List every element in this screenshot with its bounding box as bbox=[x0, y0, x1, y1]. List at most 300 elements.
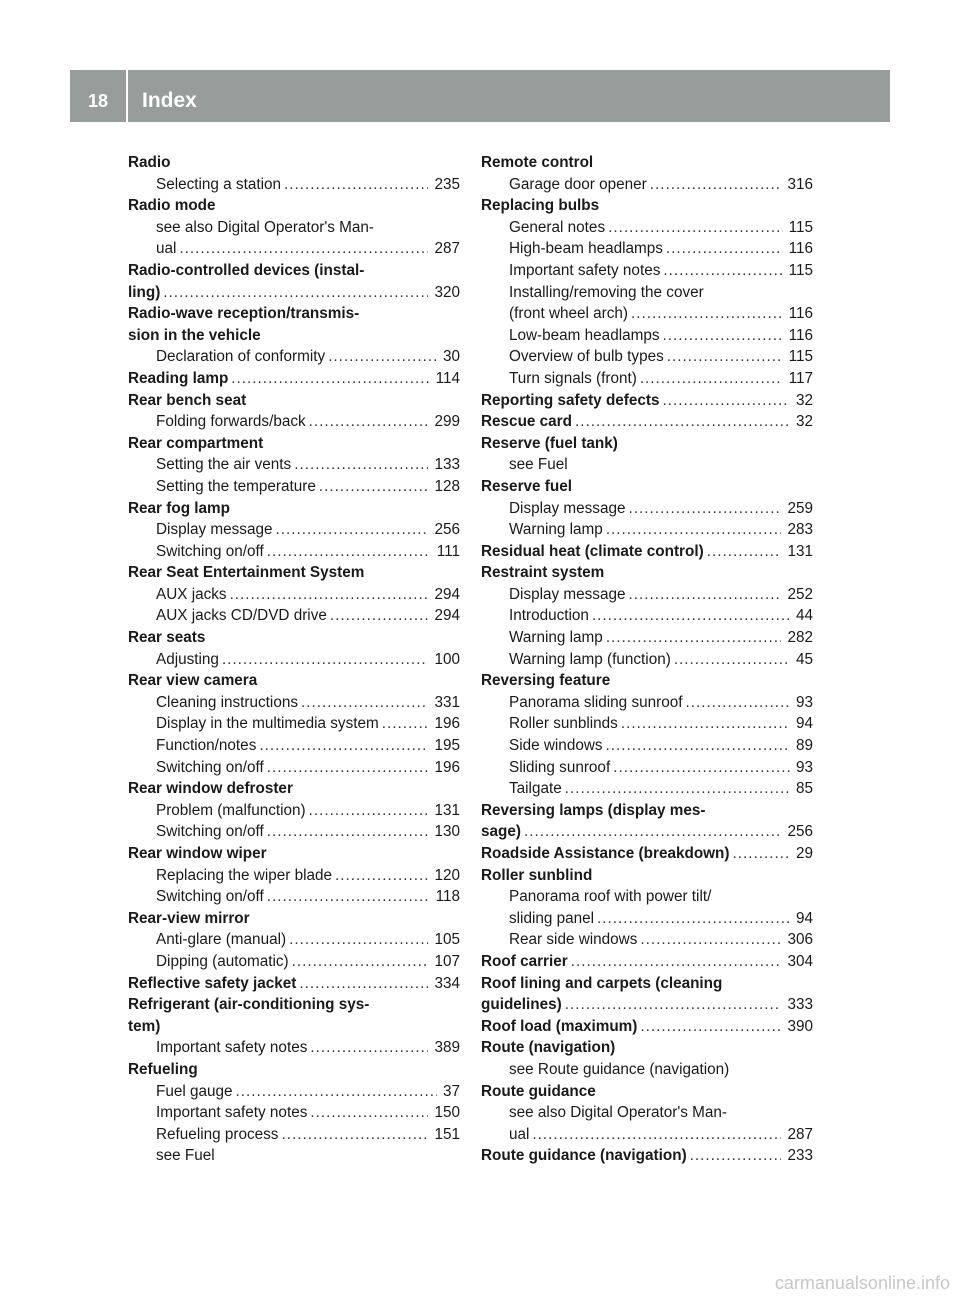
entry-text: (front wheel arch) bbox=[509, 305, 629, 323]
entry-text: Residual heat (climate control) bbox=[481, 542, 704, 560]
page-reference: 320 bbox=[434, 283, 460, 301]
index-subentry bbox=[481, 368, 813, 390]
index-entry bbox=[481, 562, 813, 584]
entry-text: Rear compartment bbox=[128, 434, 264, 452]
dot-leader bbox=[640, 1016, 781, 1038]
entry-text: Function/notes bbox=[156, 737, 257, 755]
index-subentry bbox=[481, 1124, 813, 1146]
dot-leader bbox=[230, 584, 429, 606]
page-reference: 32 bbox=[795, 391, 813, 409]
page-reference: 89 bbox=[795, 737, 813, 755]
page-reference: 128 bbox=[434, 477, 460, 495]
page-number: 18 bbox=[87, 91, 109, 111]
index-subentry bbox=[481, 757, 813, 779]
index-entry bbox=[481, 433, 813, 455]
page-reference: 282 bbox=[787, 629, 813, 647]
index-subentry bbox=[128, 1081, 460, 1103]
page-reference: 117 bbox=[788, 369, 813, 387]
entry-text: Refrigerant (air-conditioning sys- bbox=[128, 996, 370, 1014]
page-reference: 299 bbox=[434, 413, 460, 431]
entry-text: see also Digital Operator's Man- bbox=[509, 1104, 728, 1122]
entry-text: Switching on/off bbox=[156, 758, 264, 776]
dot-leader bbox=[319, 476, 429, 498]
entry-text: Switching on/off bbox=[156, 823, 264, 841]
index-entry bbox=[128, 778, 460, 800]
page-reference: 235 bbox=[434, 175, 460, 193]
index-column-right bbox=[481, 152, 813, 1167]
entry-text: General notes bbox=[509, 218, 606, 236]
header-divider bbox=[126, 70, 128, 122]
entry-text: Reversing feature bbox=[481, 672, 611, 690]
index-entry bbox=[128, 390, 460, 412]
entry-text: sage) bbox=[481, 823, 521, 841]
dot-leader bbox=[231, 368, 429, 390]
dot-leader bbox=[571, 951, 782, 973]
page-reference: 131 bbox=[434, 801, 460, 819]
entry-text: Roadside Assistance (breakdown) bbox=[481, 845, 730, 862]
entry-text: Folding forwards/back bbox=[156, 413, 306, 431]
index-subentry bbox=[481, 713, 813, 735]
index-entry bbox=[481, 152, 813, 174]
page-reference: 283 bbox=[787, 521, 813, 539]
page-reference: 116 bbox=[788, 305, 813, 323]
dot-leader bbox=[382, 713, 429, 735]
dot-leader bbox=[289, 929, 428, 951]
page-reference: 334 bbox=[434, 974, 460, 992]
index-entry bbox=[128, 498, 460, 520]
index-subentry bbox=[128, 605, 460, 627]
index-subentry bbox=[481, 1102, 813, 1124]
index-subentry bbox=[481, 1059, 813, 1081]
entry-text: see also Digital Operator's Man- bbox=[156, 218, 375, 236]
entry-text: Radio-controlled devices (instal- bbox=[128, 261, 365, 279]
dot-leader bbox=[690, 1145, 782, 1167]
dot-leader bbox=[608, 217, 783, 239]
index-entry bbox=[128, 260, 460, 282]
entry-text: Rear Seat Entertainment System bbox=[128, 564, 365, 582]
index-subentry bbox=[481, 735, 813, 757]
index-subentry bbox=[481, 649, 813, 671]
index-entry bbox=[481, 865, 813, 887]
dot-leader bbox=[335, 865, 428, 887]
index-entry bbox=[128, 994, 460, 1016]
entry-text: Panorama roof with power tilt/ bbox=[509, 888, 712, 906]
entry-text: Display message bbox=[509, 499, 626, 517]
page-reference: 133 bbox=[434, 456, 460, 474]
index-subentry bbox=[128, 541, 460, 563]
dot-leader bbox=[621, 713, 790, 735]
entry-text: ling) bbox=[128, 283, 161, 301]
entry-text: Reporting safety defects bbox=[481, 391, 660, 409]
index-entry bbox=[481, 541, 813, 563]
dot-leader bbox=[267, 821, 429, 843]
page-reference: 116 bbox=[788, 326, 813, 344]
entry-text: ual bbox=[509, 1125, 530, 1143]
dot-leader bbox=[294, 454, 428, 476]
page-reference: 105 bbox=[434, 931, 460, 949]
entry-text: Roof lining and carpets (cleaning bbox=[481, 974, 723, 992]
entry-text: Roof carrier bbox=[481, 952, 568, 970]
entry-text: Declaration of conformity bbox=[156, 348, 326, 366]
index-entry bbox=[481, 821, 813, 843]
entry-text: Selecting a station bbox=[156, 175, 282, 193]
index-subentry bbox=[481, 627, 813, 649]
entry-text: High-beam headlamps bbox=[509, 240, 663, 258]
dot-leader bbox=[328, 346, 437, 368]
entry-text: Radio bbox=[128, 154, 171, 171]
page-reference: 114 bbox=[435, 369, 460, 387]
page-reference: 107 bbox=[434, 952, 460, 970]
dot-leader bbox=[275, 519, 428, 541]
entry-text: Rear bench seat bbox=[128, 391, 247, 409]
index-subentry bbox=[481, 238, 813, 260]
dot-leader bbox=[685, 692, 790, 714]
dot-leader bbox=[640, 368, 783, 390]
entry-text: Reflective safety jacket bbox=[128, 974, 297, 992]
entry-text: Rear window wiper bbox=[128, 845, 267, 862]
index-entry bbox=[481, 1081, 813, 1103]
page-reference: 30 bbox=[442, 348, 460, 366]
entry-text: AUX jacks bbox=[156, 585, 227, 603]
dot-leader bbox=[330, 605, 429, 627]
index-entry bbox=[481, 951, 813, 973]
entry-text: Reserve fuel bbox=[481, 477, 572, 495]
dot-leader bbox=[179, 238, 428, 260]
index-entry bbox=[128, 670, 460, 692]
index-subentry bbox=[481, 929, 813, 951]
index-column-left bbox=[128, 152, 460, 1167]
entry-text: Route guidance bbox=[481, 1082, 596, 1100]
entry-text: Route guidance (navigation) bbox=[481, 1147, 687, 1165]
page-reference: 287 bbox=[787, 1125, 813, 1143]
dot-leader bbox=[674, 649, 790, 671]
index-entry bbox=[481, 843, 813, 865]
entry-text: Rear window defroster bbox=[128, 780, 293, 798]
page-reference: 44 bbox=[795, 607, 813, 625]
dot-leader bbox=[222, 649, 429, 671]
entry-text: Warning lamp bbox=[509, 629, 603, 647]
dot-leader bbox=[663, 260, 782, 282]
entry-text: see Fuel bbox=[156, 1147, 215, 1165]
index-subentry bbox=[481, 454, 813, 476]
index-entry bbox=[128, 843, 460, 865]
entry-text: Display message bbox=[156, 521, 273, 539]
index-entry bbox=[128, 562, 460, 584]
index-subentry bbox=[128, 174, 460, 196]
entry-text: Turn signals (front) bbox=[509, 369, 637, 387]
index-entry bbox=[128, 1016, 460, 1038]
entry-text: Route (navigation) bbox=[481, 1039, 616, 1057]
entry-text: Radio mode bbox=[128, 197, 216, 215]
index-subentry bbox=[128, 1124, 460, 1146]
dot-leader bbox=[281, 1124, 428, 1146]
page-reference: 233 bbox=[787, 1147, 813, 1165]
page-reference: 94 bbox=[795, 715, 813, 733]
entry-text: Display message bbox=[509, 585, 626, 603]
entry-text: Display in the multimedia system bbox=[156, 715, 379, 733]
page-reference: 256 bbox=[787, 823, 813, 841]
dot-leader bbox=[309, 411, 429, 433]
dot-leader bbox=[707, 541, 782, 563]
entry-text: Dipping (automatic) bbox=[156, 952, 289, 970]
dot-leader bbox=[310, 1102, 428, 1124]
entry-text: Reserve (fuel tank) bbox=[481, 434, 618, 452]
entry-text: Roller sunblind bbox=[481, 866, 593, 884]
index-entry bbox=[128, 195, 460, 217]
index-subentry bbox=[128, 411, 460, 433]
dot-leader bbox=[524, 821, 782, 843]
index-entry bbox=[128, 368, 460, 390]
entry-text: Refueling bbox=[128, 1060, 198, 1078]
dot-leader bbox=[663, 390, 790, 412]
entry-text: Problem (malfunction) bbox=[156, 801, 306, 819]
index-entry bbox=[128, 627, 460, 649]
index-subentry bbox=[128, 929, 460, 951]
dot-leader bbox=[597, 908, 790, 930]
index-subentry bbox=[128, 346, 460, 368]
dot-leader bbox=[606, 735, 790, 757]
dot-leader bbox=[667, 346, 783, 368]
dot-leader bbox=[309, 800, 429, 822]
entry-text: Rear side windows bbox=[509, 931, 638, 949]
index-subentry bbox=[128, 238, 460, 260]
dot-leader bbox=[628, 498, 781, 520]
index-subentry bbox=[128, 757, 460, 779]
index-subentry bbox=[128, 886, 460, 908]
entry-text: Important safety notes bbox=[156, 1039, 308, 1057]
entry-text: Switching on/off bbox=[156, 542, 264, 560]
index-subentry bbox=[481, 325, 813, 347]
dot-leader bbox=[666, 238, 783, 260]
index-subentry bbox=[481, 260, 813, 282]
entry-text: tem) bbox=[128, 1017, 161, 1035]
entry-text: Warning lamp (function) bbox=[509, 650, 671, 668]
index-entry bbox=[128, 1059, 460, 1081]
dot-leader bbox=[284, 174, 428, 196]
index-subentry bbox=[128, 865, 460, 887]
index-subentry bbox=[481, 605, 813, 627]
entry-text: Cleaning instructions bbox=[156, 693, 298, 711]
page-reference: 287 bbox=[434, 240, 460, 258]
entry-text: Introduction bbox=[509, 607, 589, 625]
page-reference: 37 bbox=[442, 1082, 460, 1100]
index-subentry bbox=[481, 778, 813, 800]
index-entry bbox=[128, 152, 460, 174]
index-subentry bbox=[481, 908, 813, 930]
dot-leader bbox=[267, 886, 430, 908]
dot-leader bbox=[640, 929, 781, 951]
index-subentry bbox=[481, 692, 813, 714]
index-subentry bbox=[128, 951, 460, 973]
entry-text: Side windows bbox=[509, 737, 603, 755]
page-reference: 294 bbox=[434, 607, 460, 625]
page-reference: 45 bbox=[795, 650, 813, 668]
dot-leader bbox=[613, 757, 790, 779]
section-title: Index bbox=[142, 89, 197, 112]
dot-leader bbox=[299, 973, 428, 995]
entry-text: Roller sunblinds bbox=[509, 715, 618, 733]
page-reference: 151 bbox=[434, 1125, 460, 1143]
dot-leader bbox=[267, 757, 429, 779]
dot-leader bbox=[267, 541, 431, 563]
index-subentry bbox=[128, 1102, 460, 1124]
entry-text: Switching on/off bbox=[156, 888, 264, 906]
page-reference: 390 bbox=[787, 1017, 813, 1035]
index-subentry bbox=[128, 454, 460, 476]
page-reference: 331 bbox=[434, 693, 460, 711]
entry-text: Warning lamp bbox=[509, 521, 603, 539]
page-reference: 294 bbox=[434, 585, 460, 603]
entry-text: ual bbox=[156, 240, 177, 258]
entry-text: Garage door opener bbox=[509, 175, 647, 193]
entry-text: Panorama sliding sunroof bbox=[509, 693, 683, 711]
entry-text: Rear-view mirror bbox=[128, 909, 250, 927]
entry-text: Reversing lamps (display mes- bbox=[481, 801, 706, 819]
entry-text: Fuel gauge bbox=[156, 1082, 233, 1100]
page-reference: 256 bbox=[434, 521, 460, 539]
page-reference: 130 bbox=[434, 823, 460, 841]
index-entry bbox=[128, 908, 460, 930]
page-reference: 306 bbox=[787, 931, 813, 949]
dot-leader bbox=[163, 282, 428, 304]
dot-leader bbox=[650, 174, 782, 196]
entry-text: Replacing bulbs bbox=[481, 197, 600, 215]
index-entry bbox=[128, 325, 460, 347]
index-subentry bbox=[128, 476, 460, 498]
index-subentry bbox=[481, 498, 813, 520]
dot-leader bbox=[606, 519, 782, 541]
index-entry bbox=[481, 476, 813, 498]
index-entry bbox=[128, 973, 460, 995]
entry-text: Adjusting bbox=[156, 650, 219, 668]
entry-text: Anti-glare (manual) bbox=[156, 931, 287, 949]
page-reference: 196 bbox=[434, 758, 460, 776]
dot-leader bbox=[631, 303, 783, 325]
page-reference: 252 bbox=[787, 585, 813, 603]
index-entry bbox=[481, 390, 813, 412]
index-entry bbox=[481, 670, 813, 692]
index-subentry bbox=[128, 519, 460, 541]
index-subentry bbox=[128, 217, 460, 239]
dot-leader bbox=[310, 1037, 428, 1059]
dot-leader bbox=[663, 325, 783, 347]
index-subentry bbox=[481, 519, 813, 541]
index-entry bbox=[128, 303, 460, 325]
watermark-logo: carmanualsonline.info bbox=[774, 1273, 950, 1293]
dot-leader bbox=[292, 951, 429, 973]
dot-leader bbox=[259, 735, 428, 757]
index-entry bbox=[481, 973, 813, 995]
entry-text: Installing/removing the cover bbox=[509, 283, 704, 301]
dot-leader bbox=[575, 411, 790, 433]
page-reference: 195 bbox=[434, 737, 460, 755]
entry-text: Rear fog lamp bbox=[128, 499, 230, 517]
page-reference: 333 bbox=[787, 996, 813, 1014]
index-subentry bbox=[128, 713, 460, 735]
index-subentry bbox=[481, 303, 813, 325]
index-entry bbox=[481, 1145, 813, 1167]
index-subentry bbox=[128, 821, 460, 843]
index-subentry bbox=[128, 735, 460, 757]
page-reference: 111 bbox=[436, 542, 460, 560]
page-reference: 93 bbox=[795, 758, 813, 776]
index-entry bbox=[481, 195, 813, 217]
page-reference: 116 bbox=[788, 240, 813, 258]
index-entry bbox=[481, 800, 813, 822]
entry-text: Restraint system bbox=[481, 564, 605, 582]
index-entry bbox=[481, 1016, 813, 1038]
entry-text: guidelines) bbox=[481, 996, 562, 1014]
entry-text: sliding panel bbox=[509, 909, 595, 927]
entry-text: Setting the temperature bbox=[156, 477, 316, 495]
dot-leader bbox=[565, 994, 782, 1016]
dot-leader bbox=[565, 778, 790, 800]
page-reference: 29 bbox=[795, 845, 813, 862]
page-reference: 150 bbox=[434, 1104, 460, 1122]
entry-text: Rescue card bbox=[481, 413, 572, 431]
page-reference: 115 bbox=[788, 348, 813, 366]
page-reference: 115 bbox=[788, 218, 813, 236]
entry-text: Setting the air vents bbox=[156, 456, 292, 474]
index-subentry bbox=[128, 692, 460, 714]
dot-leader bbox=[592, 605, 790, 627]
page-reference: 100 bbox=[434, 650, 460, 668]
entry-text: Reading lamp bbox=[128, 369, 229, 387]
entry-text: Roof load (maximum) bbox=[481, 1017, 638, 1035]
entry-text: Rear seats bbox=[128, 629, 206, 647]
entry-text: Tailgate bbox=[509, 780, 562, 798]
index-entry bbox=[481, 994, 813, 1016]
page-reference: 93 bbox=[795, 693, 813, 711]
index-subentry bbox=[128, 800, 460, 822]
index-subentry bbox=[481, 584, 813, 606]
dot-leader bbox=[236, 1081, 437, 1103]
index-subentry bbox=[481, 174, 813, 196]
index-entry bbox=[128, 433, 460, 455]
entry-text: Replacing the wiper blade bbox=[156, 866, 333, 884]
entry-text: Radio-wave reception/transmis- bbox=[128, 305, 360, 323]
page-reference: 85 bbox=[795, 780, 813, 798]
entry-text: see Route guidance (navigation) bbox=[509, 1060, 730, 1078]
index-subentry bbox=[128, 1145, 460, 1167]
entry-text: Important safety notes bbox=[156, 1104, 308, 1122]
index-entry bbox=[481, 1037, 813, 1059]
index-subentry bbox=[481, 282, 813, 304]
dot-leader bbox=[628, 584, 781, 606]
index-subentry bbox=[481, 217, 813, 239]
page-reference: 118 bbox=[435, 888, 460, 906]
dot-leader bbox=[301, 692, 428, 714]
page-reference: 259 bbox=[787, 499, 813, 517]
index-entry bbox=[481, 411, 813, 433]
index-subentry bbox=[128, 1037, 460, 1059]
page-reference: 316 bbox=[787, 175, 813, 193]
index-subentry bbox=[481, 886, 813, 908]
page-reference: 389 bbox=[434, 1039, 460, 1057]
page-reference: 120 bbox=[434, 866, 460, 884]
page-reference: 196 bbox=[434, 715, 460, 733]
index-subentry bbox=[128, 649, 460, 671]
entry-text: AUX jacks CD/DVD drive bbox=[156, 607, 327, 625]
dot-leader bbox=[733, 843, 790, 865]
index-entry bbox=[128, 282, 460, 304]
entry-text: Overview of bulb types bbox=[509, 348, 664, 366]
entry-text: Important safety notes bbox=[509, 261, 661, 279]
entry-text: see Fuel bbox=[509, 456, 568, 474]
entry-text: sion in the vehicle bbox=[128, 326, 261, 344]
page-reference: 304 bbox=[787, 952, 813, 970]
dot-leader bbox=[606, 627, 782, 649]
